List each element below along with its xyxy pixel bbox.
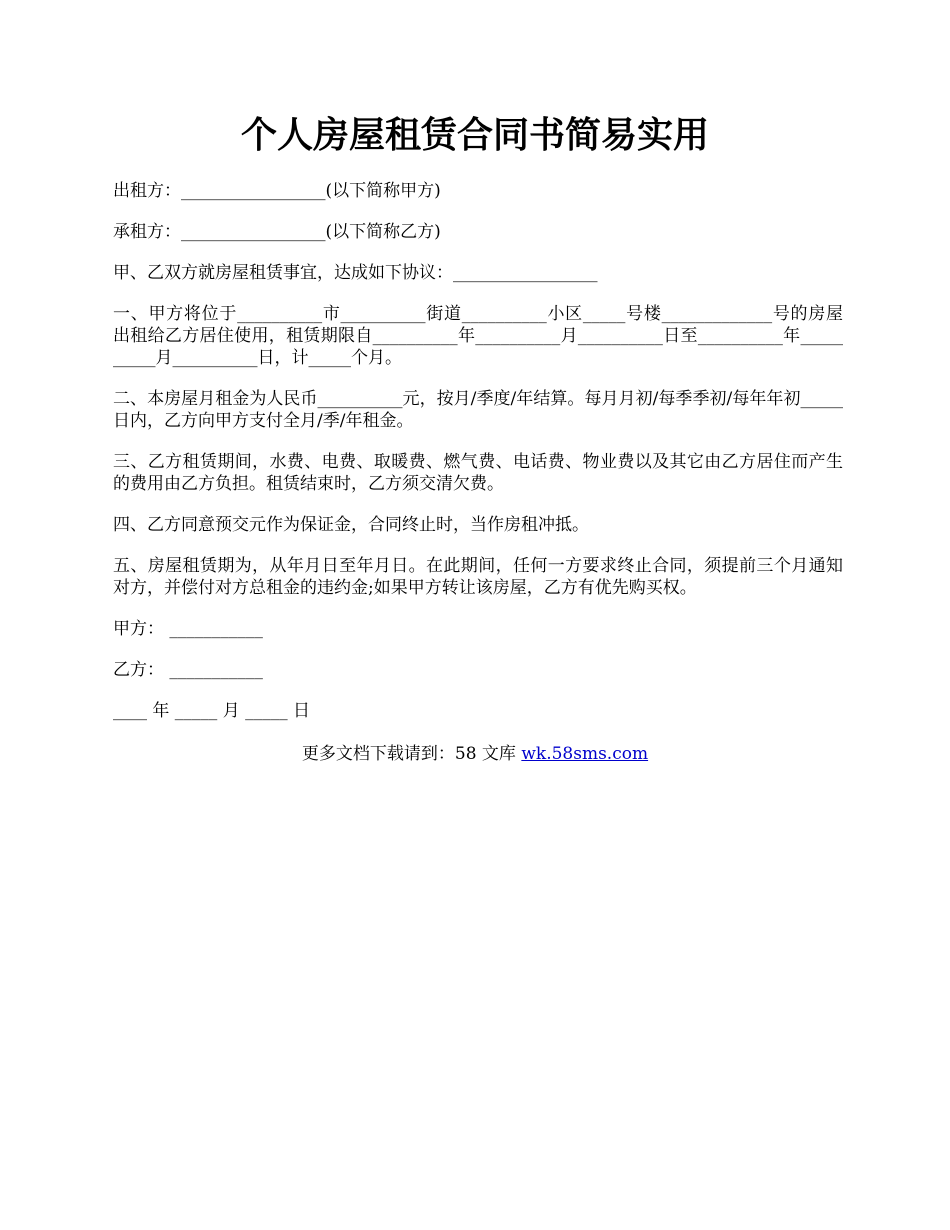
paragraph-lessee: 承租方：_________________(以下简称乙方) [113,222,441,242]
paragraph-lessor: 出租方：_________________(以下简称甲方) [113,181,441,201]
clause-4-deposit: 四、乙方同意预交元作为保证金，合同终止时，当作房租冲抵。 [113,515,589,535]
document-title: 个人房屋租赁合同书简易实用 [240,114,709,156]
clause-5-termination: 五、房屋租赁期为，从年月日至年月日。在此期间，任何一方要求终止合同，须提前三个月通知对方，并偿付对方总租金的违约金;如果甲方转让该房屋，乙方有优先购买权。 [113,556,843,598]
paragraph-agreement-intro: 甲、乙双方就房屋租赁事宜，达成如下协议：_________________ [113,263,598,283]
signature-party-a: 甲方： ___________ [113,619,263,639]
footer [0,743,950,765]
clause-2-rent: 二、本房屋月租金为人民币__________元，按月/季度/年结算。每月月初/每季季初/每年年初_____日内，乙方向甲方支付全月/季/年租金。 [113,389,843,431]
clause-1-location-term: 一、甲方将位于__________市__________街道__________小区_____号楼_____________号的房屋出租给乙方居住使用，租赁期限自__________年__________月__________日至__________年__________月__________日，计_____个月。 [113,304,843,368]
document-body [113,180,843,741]
signature-party-b: 乙方： ___________ [113,660,263,680]
clause-3-utilities: 三、乙方租赁期间，水费、电费、取暖费、燃气费、电话费、物业费以及其它由乙方居住而产生的费用由乙方负担。租赁结束时，乙方须交清欠费。 [113,452,843,494]
footer-text: 更多文档下载请到：58 文库 [301,744,522,764]
footer-link[interactable]: wk.58sms.com [521,744,649,764]
signature-date: ____ 年 _____ 月 _____ 日 [113,701,311,721]
